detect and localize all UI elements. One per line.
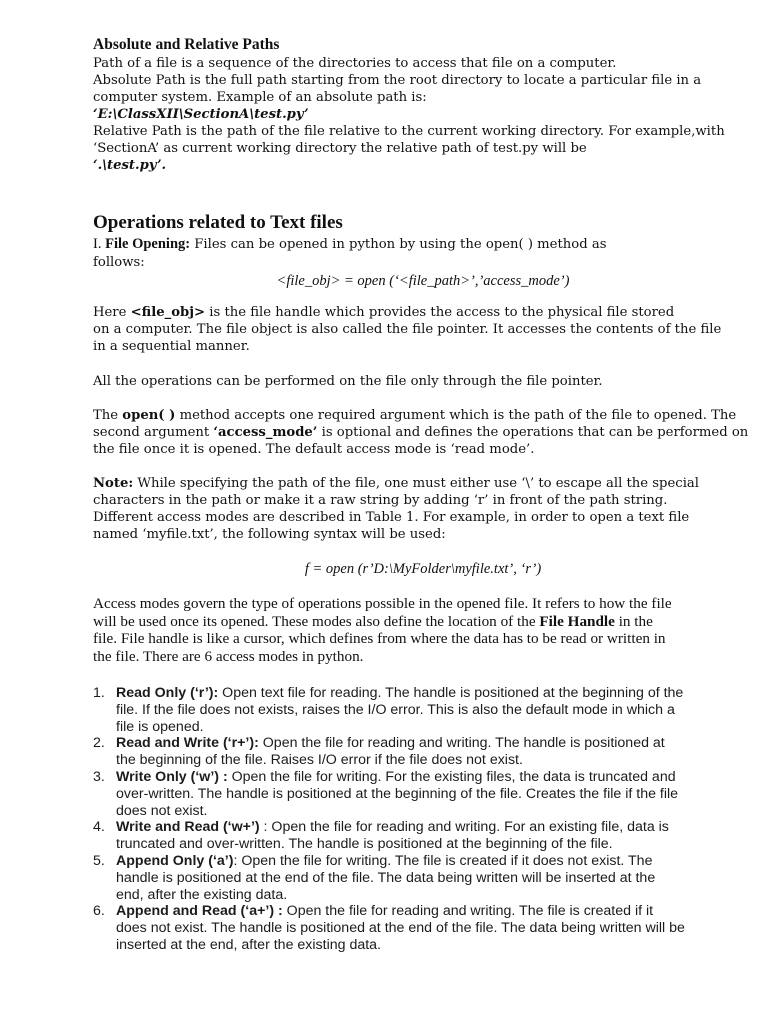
mode-text: file. If the file does not exists, raises the I/O error. This is also the default mode in which a: [116, 701, 675, 718]
paragraph-text: The: [93, 408, 123, 423]
list-number: 3.: [93, 768, 105, 785]
list-item: [93, 735, 753, 769]
note-label: Note:: [93, 476, 134, 491]
mode-text: inserted at the end, after the existing data.: [116, 936, 382, 953]
section-text-files: [93, 212, 753, 234]
paragraph-line: Absolute Path is the full path starting from the root directory to locate a particular file in a: [93, 73, 702, 88]
mode-title: Append Only (‘a’): [116, 852, 234, 869]
mode-title: Write Only (‘w’) :: [116, 768, 228, 785]
file-pointer-paragraph: [93, 373, 753, 390]
paragraph-line: computer system. Example of an absolute path is:: [93, 90, 427, 105]
paragraph-text: method accepts one required argument which is the path of the file to opened. The: [175, 408, 737, 423]
mode-title: Write and Read (‘w+’): [116, 819, 260, 836]
paragraph-line: Relative Path is the path of the file relative to the current working directory. For example,with: [93, 124, 725, 139]
list-item: [93, 685, 753, 735]
mode-title: Append and Read (‘a+’) :: [116, 903, 283, 920]
list-item: [93, 819, 753, 853]
paragraph-line: ‘SectionA’ as current working directory the relative path of test.py will be: [93, 141, 587, 156]
list-number: 2.: [93, 735, 105, 752]
open-example-syntax: f = open (r’D:\MyFolder\myfile.txt’, ‘r’): [304, 561, 542, 577]
mode-title: Read Only (‘r’):: [116, 685, 219, 701]
note-paragraph: [93, 475, 753, 543]
paragraph-text: Here: [93, 305, 131, 320]
mode-text: end, after the existing data.: [116, 886, 288, 903]
paragraph-text: Files can be opened in python by using the open( ) method as: [190, 237, 607, 252]
paragraph-line: in a sequential manner.: [93, 339, 250, 354]
section-heading: Operations related to Text files: [93, 212, 343, 233]
list-item: [93, 769, 753, 819]
mode-text: Open the file for reading and writing. The file is created if it: [282, 903, 654, 920]
list-roman-prefix: I.: [93, 236, 106, 252]
mode-text: Open the file for writing. For the existing files, the data is truncated and: [227, 768, 676, 785]
section-heading: Absolute and Relative Paths: [93, 36, 280, 53]
open-example: [93, 560, 753, 578]
paragraph-line: Access modes govern the type of operations possible in the opened file. It refers to how the file: [93, 595, 672, 612]
mode-text: does not exist. The handle is positioned at the end of the file. The data being written will be: [116, 920, 685, 937]
mode-text: Open text file for reading. The handle is positioned at the beginning of the: [218, 685, 684, 701]
paragraph-line: the file. There are 6 access modes in python.: [93, 647, 364, 665]
list-number: 4.: [93, 819, 105, 836]
bold-term: <file_obj>: [130, 305, 206, 320]
paragraph-line: named ‘myfile.txt’, the following syntax will be used:: [93, 527, 446, 542]
paragraph-line: All the operations can be performed on the file only through the file pointer.: [93, 374, 603, 389]
paragraph-text: in the: [614, 612, 653, 630]
list-item: [93, 853, 753, 903]
paragraph-text: is the file handle which provides the access to the physical file stored: [205, 305, 675, 320]
access-modes-paragraph: [93, 595, 753, 665]
relative-path-example: ‘.\test.py’.: [93, 158, 167, 173]
file-handle-paragraph: [93, 304, 753, 355]
mode-text: : Open the file for reading and writing. For an existing file, data is: [259, 819, 669, 836]
absolute-path-example: ‘E:\ClassXII\SectionA\test.py’: [93, 107, 309, 122]
mode-text: the beginning of the file. Raises I/O error if the file does not exist.: [116, 752, 523, 769]
mode-text: over-written. The handle is positioned at the beginning of the file. Creates the file if the file: [116, 785, 679, 802]
paragraph-line: on a computer. The file object is also called the file pointer. It accesses the contents of the file: [93, 322, 722, 337]
bold-term: open( ): [122, 408, 176, 423]
bold-term: File Handle: [539, 612, 615, 630]
list-number: 5.: [93, 852, 105, 869]
paragraph-line: follows:: [93, 255, 145, 270]
paragraph-text: will be used once its opened. These modes also define the location of the: [93, 612, 540, 630]
paragraph-text: is optional and defines the operations that can be performed on: [317, 425, 749, 440]
list-number: 1.: [93, 685, 105, 701]
list-item: [93, 903, 753, 953]
paragraph-line: file. File handle is like a cursor, which defines from where the data has to be read or written in: [93, 630, 666, 647]
paragraph-text: second argument: [93, 425, 214, 440]
section-absolute-relative: [93, 35, 753, 174]
paragraph-line: Path of a file is a sequence of the directories to access that file on a computer.: [93, 56, 617, 71]
open-syntax: <file_obj> = open (‘<file_path>’,’access_mode’): [276, 273, 570, 289]
mode-text: Open the file for reading and writing. The handle is positioned at: [258, 735, 665, 752]
open-method-paragraph: [93, 407, 753, 458]
mode-text: truncated and over-written. The handle is positioned at the beginning of the file.: [116, 836, 613, 853]
mode-title: Read and Write (‘r+’):: [116, 735, 259, 752]
file-opening-paragraph: [93, 235, 753, 290]
access-modes-list: [93, 685, 753, 954]
mode-text: file is opened.: [116, 718, 204, 735]
paragraph-line: the file once it is opened. The default access mode is ‘read mode’.: [93, 442, 535, 457]
paragraph-text: While specifying the path of the file, one must either use ‘\’ to escape all the special: [133, 476, 699, 491]
file-opening-label: File Opening:: [105, 236, 191, 252]
paragraph-line: Different access modes are described in Table 1. For example, in order to open a text file: [93, 510, 690, 525]
list-number: 6.: [93, 903, 105, 920]
mode-text: handle is positioned at the end of the file. The data being written will be inserted at the: [116, 869, 656, 886]
mode-text: : Open the file for writing. The file is created if it does not exist. The: [233, 852, 653, 869]
bold-term: ‘access_mode’: [213, 425, 318, 440]
paragraph-line: characters in the path or make it a raw string by adding ‘r’ in front of the path string.: [93, 493, 668, 508]
mode-text: does not exist.: [116, 802, 208, 819]
